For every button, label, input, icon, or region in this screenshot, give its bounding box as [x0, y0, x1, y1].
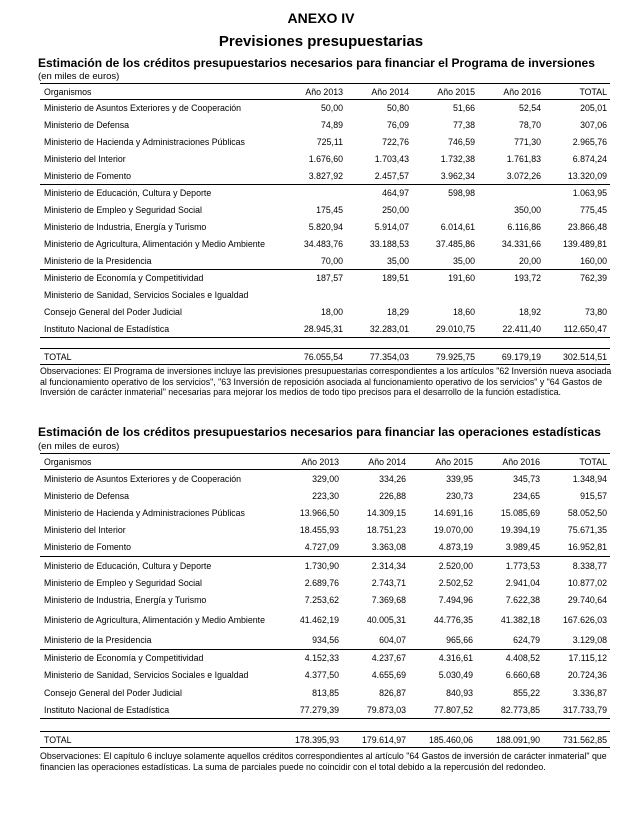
value-cell: 73,80 [584, 306, 607, 317]
value-cell: 725,11 [316, 136, 343, 147]
value-cell: 915,57 [580, 490, 607, 501]
value-cell: 965,66 [409, 632, 476, 650]
table-row [40, 701, 610, 719]
value-cell: 5.914,07 [374, 221, 409, 232]
table-row [40, 269, 610, 286]
value-cell: 7.494,96 [438, 594, 473, 605]
value-cell: 167.626,03 [562, 615, 607, 625]
value-cell: 250,00 [382, 205, 409, 216]
value-cell: 23.866,48 [567, 221, 607, 232]
table-row [40, 304, 610, 321]
value-cell: 44.776,35 [433, 615, 473, 625]
value-cell: 76,09 [386, 120, 409, 131]
value-cell: 3.363,08 [342, 539, 409, 557]
value-cell: 7.253,62 [304, 594, 339, 605]
value-cell: 1.063,95 [572, 188, 607, 199]
value-cell: 2.520,00 [438, 560, 473, 571]
value-cell: 934,56 [275, 632, 342, 650]
page-title: Previsiones presupuestarias [218, 33, 424, 50]
organism-cell: Ministerio de Empleo y Seguridad Social [44, 577, 202, 588]
column-header: TOTAL [543, 454, 610, 470]
section-1-title: Estimación de los créditos presupuestarios necesarios para financiar el Programa de inversiones [38, 56, 595, 70]
value-cell: 722,76 [382, 136, 409, 147]
table-row [40, 591, 610, 608]
value-cell: 604,07 [342, 632, 409, 650]
section-2-units: (en miles de euros) [38, 441, 120, 452]
organism-cell: Consejo General del Poder Judicial [44, 306, 182, 317]
table-row [40, 522, 610, 539]
value-cell: 6.660,68 [505, 670, 540, 681]
table-row [40, 150, 610, 167]
value-cell: 4.152,33 [304, 653, 339, 664]
value-cell: 34.483,76 [303, 238, 343, 249]
value-cell: 2.314,34 [371, 560, 406, 571]
organism-cell: Ministerio de Empleo y Seguridad Social [44, 205, 202, 216]
value-cell: 2.502,52 [438, 577, 473, 588]
value-cell: 185.460,06 [409, 732, 476, 748]
value-cell [412, 287, 478, 304]
organism-cell: Ministerio de Hacienda y Administraciones Públicas [44, 507, 245, 518]
organism-cell: Ministerio de Asuntos Exteriores y de Cooperación [44, 103, 242, 114]
table-row [40, 235, 610, 252]
organism-cell: Ministerio de Fomento [40, 539, 275, 557]
value-cell: 19.070,00 [433, 525, 473, 536]
value-cell: 1.773,53 [505, 560, 540, 571]
value-cell: 230,73 [446, 490, 473, 501]
value-cell [478, 287, 544, 304]
value-cell: 339,95 [446, 473, 473, 484]
column-header: Año 2014 [346, 84, 412, 100]
investment-table [40, 83, 610, 365]
section-2-title: Estimación de los créditos presupuestarios necesarios para financiar las operaciones estadísticas [38, 425, 601, 439]
value-cell: 35,00 [412, 252, 478, 269]
value-cell: 79.925,75 [412, 349, 478, 365]
value-cell: 317.733,79 [543, 701, 610, 719]
value-cell: 226,88 [379, 490, 406, 501]
organism-cell: TOTAL [40, 732, 275, 748]
value-cell: 14.691,16 [433, 507, 473, 518]
value-cell: 223,30 [312, 490, 339, 501]
value-cell: 3.336,87 [572, 687, 607, 698]
value-cell: 813,85 [312, 687, 339, 698]
value-cell: 4.408,52 [505, 653, 540, 664]
value-cell: 7.622,38 [505, 594, 540, 605]
organism-cell: Ministerio de Defensa [44, 120, 130, 131]
section-2-notes: Observaciones: El capítulo 6 incluye solamente aquellos créditos correspondientes al artículo "64 Gastos de inversión de carácter inmaterial" que financien las operaciones estadísticas. La suma de parciales puede no coincidir con el total debido a la repercusión del redondeo. [40, 751, 607, 772]
table-row [40, 609, 610, 632]
section-1-units: (en miles de euros) [38, 71, 120, 82]
value-cell: 77.279,39 [275, 701, 342, 719]
value-cell: 624,79 [476, 632, 543, 650]
value-cell: 329,00 [312, 473, 339, 484]
value-cell: 51,66 [452, 103, 475, 114]
table-row [40, 504, 610, 521]
value-cell: 18.751,23 [366, 525, 406, 536]
value-cell: 18.455,93 [299, 525, 339, 536]
table-row [40, 100, 610, 117]
value-cell: 189,51 [382, 273, 409, 284]
value-cell: 5.820,94 [308, 221, 343, 232]
value-cell: 74,89 [320, 120, 343, 131]
value-cell: 13.966,50 [299, 507, 339, 518]
value-cell: 112.650,47 [544, 320, 610, 337]
organism-cell: Ministerio de Educación, Cultura y Deporte [44, 560, 212, 571]
organism-cell: Ministerio de Defensa [44, 490, 130, 501]
table-row [40, 487, 610, 504]
column-header: Año 2013 [275, 454, 342, 470]
value-cell: 35,00 [346, 252, 412, 269]
table-row [40, 667, 610, 684]
organism-cell: Instituto Nacional de Estadística [40, 701, 275, 719]
organism-cell: Ministerio de Agricultura, Alimentación y Medio Ambiente [44, 614, 266, 625]
table-row [40, 470, 610, 488]
organism-cell: Consejo General del Poder Judicial [44, 687, 182, 698]
value-cell: 3.827,92 [280, 167, 346, 184]
column-header: TOTAL [544, 84, 610, 100]
value-cell: 33.188,53 [369, 238, 409, 249]
value-cell [280, 184, 346, 201]
value-cell: 205,01 [580, 103, 607, 114]
value-cell: 7.369,68 [371, 594, 406, 605]
value-cell: 1.676,60 [308, 153, 343, 164]
table-row [40, 117, 610, 134]
organism-cell: Ministerio de Industria, Energía y Turismo [44, 594, 207, 605]
statistics-operations-table [40, 453, 610, 748]
table-row [40, 320, 610, 337]
value-cell: 2.689,76 [304, 577, 339, 588]
table-row [40, 167, 610, 184]
value-cell: 16.952,81 [543, 539, 610, 557]
organism-cell: Ministerio de Hacienda y Administraciones Públicas [44, 136, 245, 147]
value-cell: 2.941,04 [505, 577, 540, 588]
value-cell: 50,00 [320, 103, 343, 114]
spacer-row [40, 338, 610, 349]
column-header: Año 2015 [409, 454, 476, 470]
section-1-notes: Observaciones: El Programa de inversiones incluye las previsiones presupuestarias correspondientes a los artículos "62 Inversión nueva asociada al funcionamiento operativo de los servicios", "63 Inversión de reposición asociada al funcionamiento operativo de los servicios" y "64 Gastos de Inversión de carácter inmaterial" necesarias para mejorar los medios de todo tipo precisos para el desarrollo de la función estadística. [40, 366, 612, 398]
value-cell: 70,00 [280, 252, 346, 269]
value-cell: 731.562,85 [543, 732, 610, 748]
value-cell: 58.052,50 [567, 507, 607, 518]
column-header: Año 2016 [478, 84, 544, 100]
organism-cell: Ministerio de Asuntos Exteriores y de Cooperación [44, 473, 242, 484]
organism-cell: Ministerio de Agricultura, Alimentación y Medio Ambiente [44, 238, 266, 249]
value-cell: 178.395,93 [275, 732, 342, 748]
column-header: Año 2014 [342, 454, 409, 470]
value-cell: 50,80 [386, 103, 409, 114]
spacer-cell [40, 719, 610, 732]
value-cell: 187,57 [316, 273, 343, 284]
value-cell: 40.005,31 [366, 615, 406, 625]
organism-cell: Ministerio de Fomento [40, 167, 280, 184]
table-row [40, 649, 610, 667]
value-cell: 840,93 [446, 687, 473, 698]
organism-cell: Ministerio de Economía y Competitividad [44, 653, 204, 664]
value-cell: 345,73 [513, 473, 540, 484]
table-row [40, 684, 610, 701]
value-cell: 3.989,45 [476, 539, 543, 557]
value-cell: 746,59 [448, 136, 475, 147]
value-cell: 29.010,75 [412, 320, 478, 337]
spacer-cell [40, 338, 610, 349]
value-cell: 77.354,03 [346, 349, 412, 365]
value-cell: 22.411,40 [478, 320, 544, 337]
value-cell: 19.394,19 [500, 525, 540, 536]
value-cell: 4.316,61 [438, 653, 473, 664]
value-cell: 4.377,50 [304, 670, 339, 681]
value-cell: 15.085,69 [500, 507, 540, 518]
value-cell: 6.116,86 [507, 221, 541, 232]
column-header: Año 2015 [412, 84, 478, 100]
value-cell: 10.877,02 [567, 577, 607, 588]
value-cell: 78,70 [518, 120, 541, 131]
table-row [40, 556, 610, 574]
value-cell [412, 202, 478, 219]
annex-heading: ANEXO IV [287, 10, 355, 26]
value-cell: 18,92 [518, 306, 541, 317]
value-cell: 6.014,61 [440, 221, 475, 232]
organism-cell: Ministerio de Sanidad, Servicios Sociales e Igualdad [44, 670, 249, 681]
value-cell [478, 184, 544, 201]
value-cell: 32.283,01 [346, 320, 412, 337]
value-cell: 855,22 [513, 687, 540, 698]
value-cell: 34.331,66 [501, 238, 541, 249]
value-cell [544, 287, 610, 304]
value-cell: 3.072,26 [478, 167, 544, 184]
organism-cell: Ministerio de la Presidencia [40, 252, 280, 269]
value-cell: 17.115,12 [568, 653, 607, 664]
column-header: Organismos [40, 454, 275, 470]
value-cell: 18,60 [452, 306, 475, 317]
value-cell: 302.514,51 [544, 349, 610, 365]
value-cell: 13.320,09 [544, 167, 610, 184]
table-row [40, 184, 610, 201]
value-cell: 14.309,15 [366, 507, 406, 518]
value-cell: 160,00 [544, 252, 610, 269]
value-cell: 20.724,36 [567, 670, 607, 681]
value-cell: 82.773,85 [476, 701, 543, 719]
value-cell: 4.727,09 [275, 539, 342, 557]
value-cell [346, 287, 412, 304]
organism-cell: Ministerio de Economía y Competitividad [44, 273, 204, 284]
value-cell: 77.807,52 [409, 701, 476, 719]
organism-cell: Ministerio de Educación, Cultura y Deporte [44, 188, 212, 199]
table-header-row [40, 454, 610, 470]
value-cell: 2.743,71 [371, 577, 406, 588]
spacer-row [40, 719, 610, 732]
value-cell: 1.703,43 [374, 153, 409, 164]
value-cell: 4.655,69 [371, 670, 406, 681]
value-cell: 6.874,24 [572, 153, 607, 164]
value-cell: 79.873,03 [342, 701, 409, 719]
value-cell: 18,00 [320, 306, 343, 317]
organism-cell: Ministerio del Interior [44, 525, 126, 536]
value-cell: 179.614,97 [342, 732, 409, 748]
value-cell: 3.129,08 [543, 632, 610, 650]
value-cell: 52,54 [518, 103, 541, 114]
value-cell: 234,65 [513, 490, 540, 501]
value-cell: 193,72 [514, 273, 541, 284]
value-cell: 139.489,81 [562, 238, 607, 249]
value-cell: 41.462,19 [299, 615, 339, 625]
value-cell: 762,39 [580, 273, 607, 284]
organism-cell: Ministerio de Sanidad, Servicios Sociales e Igualdad [44, 290, 249, 301]
table-row [40, 134, 610, 151]
value-cell: 2.965,76 [572, 136, 607, 147]
value-cell: 77,38 [452, 120, 475, 131]
value-cell [280, 287, 346, 304]
value-cell: 37.485,86 [435, 238, 475, 249]
value-cell: 771,30 [514, 136, 541, 147]
value-cell: 8.338,77 [572, 560, 607, 571]
organism-cell: Ministerio de la Presidencia [40, 632, 275, 650]
value-cell: 307,06 [580, 120, 607, 131]
table-row [40, 219, 610, 236]
value-cell: 5.030,49 [438, 670, 473, 681]
value-cell: 2.457,57 [346, 167, 412, 184]
value-cell: 29.740,64 [567, 594, 607, 605]
table-row [40, 539, 610, 557]
organism-cell: Ministerio de Industria, Energía y Turismo [44, 221, 207, 232]
value-cell: 1.730,90 [304, 560, 339, 571]
value-cell: 20,00 [478, 252, 544, 269]
value-cell: 41.382,18 [500, 615, 540, 625]
organism-cell: Ministerio del Interior [44, 153, 126, 164]
value-cell: 464,97 [382, 188, 409, 199]
total-row [40, 732, 610, 748]
table-row [40, 202, 610, 219]
organism-cell: Instituto Nacional de Estadística [40, 320, 280, 337]
table-row [40, 252, 610, 269]
table-row [40, 632, 610, 650]
value-cell: 350,00 [514, 205, 541, 216]
value-cell: 1.348,94 [572, 473, 607, 484]
value-cell: 598,98 [448, 188, 475, 199]
value-cell: 1.732,38 [440, 153, 475, 164]
value-cell: 334,26 [379, 473, 406, 484]
value-cell: 826,87 [379, 687, 406, 698]
table-row [40, 574, 610, 591]
column-header: Año 2016 [476, 454, 543, 470]
value-cell: 4.237,67 [371, 653, 406, 664]
value-cell: 69.179,19 [478, 349, 544, 365]
value-cell: 1.761,83 [506, 153, 541, 164]
table-row [40, 287, 610, 304]
value-cell: 175,45 [316, 205, 343, 216]
value-cell: 76.055,54 [280, 349, 346, 365]
value-cell: 28.945,31 [280, 320, 346, 337]
column-header: Año 2013 [280, 84, 346, 100]
value-cell: 3.962,34 [412, 167, 478, 184]
value-cell: 18,29 [386, 306, 409, 317]
value-cell: 775,45 [580, 205, 607, 216]
value-cell: 4.873,19 [409, 539, 476, 557]
value-cell: 191,60 [448, 273, 475, 284]
value-cell: 188.091,90 [476, 732, 543, 748]
total-row [40, 349, 610, 365]
organism-cell: TOTAL [40, 349, 280, 365]
column-header: Organismos [40, 84, 280, 100]
table-header-row [40, 84, 610, 100]
value-cell: 75.671,35 [567, 525, 607, 536]
